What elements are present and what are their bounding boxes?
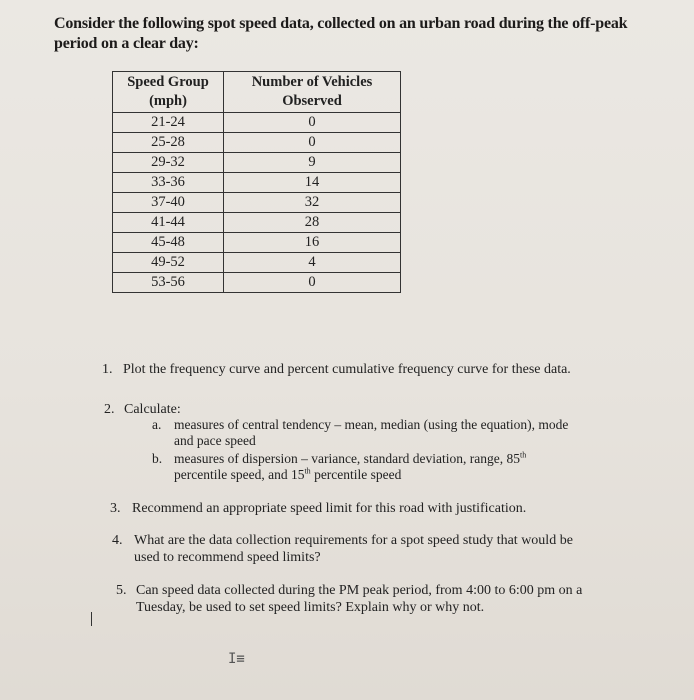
question-text: Recommend an appropriate speed limit for this road with justification.: [132, 501, 527, 516]
vehicle-count-cell: 0: [224, 273, 401, 293]
speed-data-table: [112, 71, 401, 293]
table-row: [113, 273, 401, 293]
speed-group-cell: 29-32: [113, 153, 224, 173]
table-row: [113, 213, 401, 233]
question-number: 3.: [110, 501, 121, 516]
intro-line-2: period on a clear day:: [54, 35, 199, 52]
speed-group-cell: 33-36: [113, 173, 224, 193]
table-row: [113, 253, 401, 273]
speed-group-cell: 25-28: [113, 133, 224, 153]
table-row: [113, 173, 401, 193]
vehicle-count-cell: 0: [224, 133, 401, 153]
speed-group-cell: 21-24: [113, 113, 224, 133]
table-row: [113, 113, 401, 133]
speed-group-header: Speed Group (mph): [113, 72, 224, 113]
question-number: 4.: [112, 533, 123, 548]
text-cursor-icon: [91, 612, 92, 626]
vehicle-count-cell: 16: [224, 233, 401, 253]
vehicles-observed-header: Number of Vehicles Observed: [224, 72, 401, 113]
vehicle-count-cell: 14: [224, 173, 401, 193]
vehicle-count-cell: 28: [224, 213, 401, 233]
question-number: 1.: [102, 362, 113, 377]
question-text: Calculate:: [124, 402, 181, 417]
sub-letter: a.: [152, 417, 162, 432]
sub-text: measures of central tendency – mean, median (using the equation), mode and pace speed: [174, 417, 569, 448]
speed-group-cell: 53-56: [113, 273, 224, 293]
table-row: [113, 133, 401, 153]
question-text: Can speed data collected during the PM peak period, from 4:00 to 6:00 pm on a Tuesday, be used to set speed limits? Explain why or why not.: [136, 583, 583, 615]
question-number: 2.: [104, 402, 115, 417]
table-row: [113, 193, 401, 213]
table-row: [113, 153, 401, 173]
table-header-row: [113, 72, 401, 113]
question-number: 5.: [116, 583, 127, 598]
vehicle-count-cell: 4: [224, 253, 401, 273]
question-text: What are the data collection requirements for a spot speed study that would be used to recommend speed limits?: [134, 533, 573, 565]
question-text: Plot the frequency curve and percent cumulative frequency curve for these data.: [123, 362, 571, 377]
speed-group-cell: 37-40: [113, 193, 224, 213]
table-row: [113, 233, 401, 253]
vehicle-count-cell: 9: [224, 153, 401, 173]
speed-group-cell: 49-52: [113, 253, 224, 273]
sub-text: measures of dispersion – variance, standard deviation, range, 85th percentile speed, and 15th percentile speed: [174, 450, 527, 482]
ibeam-cursor-icon: I≡: [228, 651, 245, 667]
speed-group-cell: 41-44: [113, 213, 224, 233]
intro-paragraph: [54, 14, 674, 54]
sub-letter: b.: [152, 451, 163, 466]
vehicle-count-cell: 0: [224, 113, 401, 133]
speed-group-cell: 45-48: [113, 233, 224, 253]
vehicle-count-cell: 32: [224, 193, 401, 213]
intro-line-1: Consider the following spot speed data, collected on an urban road during the off-peak: [54, 15, 628, 32]
